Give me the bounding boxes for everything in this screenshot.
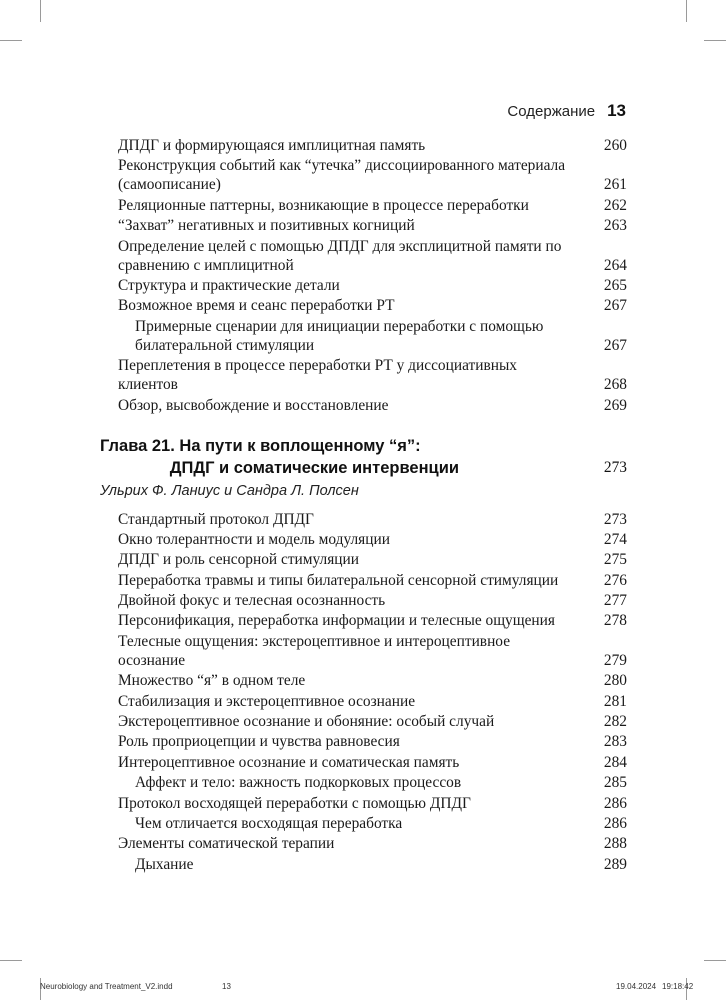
- crop-mark: [0, 960, 22, 961]
- toc-entry-page: 275: [603, 551, 627, 569]
- toc-list: [100, 136, 627, 415]
- toc-entry: [118, 692, 627, 711]
- toc-entry-title: Чем отличается восходящая переработка: [135, 814, 403, 832]
- toc-entry: [118, 156, 627, 194]
- toc-entry-title: Экстероцептивное осознание и обоняние: особый случай: [118, 713, 495, 731]
- toc-entry-title: Определение целей с помощью ДПДГ для эксплицитной памяти по сравнению с имплицитной: [118, 237, 562, 274]
- toc-entry: [118, 216, 627, 235]
- toc-entry-title: Переработка травмы и типы билатеральной сенсорной стимуляции: [118, 571, 559, 589]
- toc-entry: [118, 671, 627, 690]
- table-of-contents: [100, 136, 627, 875]
- crop-mark: [704, 960, 726, 961]
- toc-entry-page: 280: [603, 672, 627, 690]
- toc-entry: [118, 196, 627, 215]
- toc-entry-title: Структура и практические детали: [118, 276, 340, 294]
- toc-entry-title: Телесные ощущения: экстероцептивное и интероцептивное осознание: [118, 632, 511, 669]
- chapter-page: 273: [603, 458, 627, 476]
- toc-entry-page: 262: [603, 196, 627, 214]
- toc-entry-title: Элементы соматической терапии: [118, 835, 335, 853]
- toc-entry: [118, 591, 627, 610]
- toc-entry: [118, 530, 627, 549]
- slug-time: 19:18:42: [662, 982, 694, 991]
- toc-entry-title: Переплетения в процессе переработки РТ у диссоциативных клиентов: [118, 357, 517, 394]
- toc-entry: [118, 136, 627, 155]
- toc-entry-page: 269: [603, 396, 627, 414]
- toc-entry: [118, 356, 627, 394]
- toc-entry: [118, 611, 627, 630]
- running-title: Содержание: [507, 103, 596, 120]
- toc-entry-page: 268: [603, 376, 627, 394]
- toc-entry: [135, 814, 627, 833]
- toc-entry-page: 282: [603, 713, 627, 731]
- toc-entry-page: 274: [603, 530, 627, 548]
- toc-entry-page: 265: [603, 276, 627, 294]
- toc-entry-page: 283: [603, 733, 627, 751]
- crop-mark: [40, 0, 41, 22]
- toc-entry: [135, 317, 627, 355]
- crop-mark: [704, 40, 726, 41]
- toc-entry-page: 285: [603, 774, 627, 792]
- toc-entry-page: 263: [603, 217, 627, 235]
- toc-entry-page: 260: [603, 137, 627, 154]
- chapter-authors: Ульрих Ф. Ланиус и Сандра Л. Полсен: [100, 482, 359, 499]
- chapter-heading: [100, 435, 627, 479]
- toc-entry: [118, 296, 627, 315]
- toc-entry-title: Роль проприоцепции и чувства равновесия: [118, 733, 400, 751]
- toc-entry: [118, 550, 627, 569]
- toc-entry: [118, 276, 627, 295]
- toc-entry-page: 284: [603, 753, 627, 771]
- toc-entry-page: 286: [603, 814, 627, 832]
- toc-entry-title: Реляционные паттерны, возникающие в процессе переработки: [118, 196, 529, 214]
- toc-entry-title: Персонификация, переработка информации и телесные ощущения: [118, 612, 555, 630]
- page-number: 13: [607, 101, 626, 120]
- toc-entry-page: 286: [603, 794, 627, 812]
- toc-entry-page: 279: [603, 651, 627, 669]
- toc-entry-title: ДПДГ и роль сенсорной стимуляции: [118, 551, 360, 569]
- toc-entry-page: 277: [603, 592, 627, 610]
- toc-entry-title: Интероцептивное осознание и соматическая память: [118, 753, 460, 771]
- toc-entry-title: Двойной фокус и телесная осознанность: [118, 592, 386, 610]
- toc-entry: [118, 510, 627, 529]
- toc-entry: [118, 632, 627, 670]
- toc-entry-page: 289: [603, 855, 627, 873]
- toc-entry-title: Протокол восходящей переработки с помощью ДПДГ: [118, 794, 471, 812]
- toc-entry-page: 273: [603, 510, 627, 528]
- toc-entry-title: Стабилизация и экстероцептивное осознание: [118, 692, 416, 710]
- print-slug: [40, 982, 694, 996]
- toc-entry-title: Обзор, высвобождение и восстановление: [118, 396, 389, 414]
- toc-entry-page: 278: [603, 612, 627, 630]
- toc-entry: [118, 712, 627, 731]
- toc-entry: [118, 753, 627, 772]
- toc-list: [100, 510, 627, 874]
- toc-entry-title: Возможное время и сеанс переработки РТ: [118, 297, 395, 315]
- toc-entry-title: Стандартный протокол ДПДГ: [118, 510, 314, 528]
- toc-entry-page: 281: [603, 692, 627, 710]
- toc-entry-page: 267: [603, 336, 627, 354]
- toc-entry-title: Дыхание: [135, 855, 194, 873]
- crop-mark: [686, 0, 687, 22]
- toc-entry-page: 267: [603, 297, 627, 315]
- toc-entry: [118, 794, 627, 813]
- toc-entry-title: ДПДГ и формирующаяся имплицитная память: [118, 137, 426, 154]
- toc-entry-title: “Захват” негативных и позитивных когниций: [118, 217, 415, 235]
- toc-entry-title: Аффект и тело: важность подкорковых процессов: [135, 774, 462, 792]
- chapter-title-line1: Глава 21. На пути к воплощенному “я”:: [100, 436, 421, 455]
- toc-entry: [118, 571, 627, 590]
- toc-entry: [118, 237, 627, 275]
- toc-entry-page: 276: [603, 571, 627, 589]
- running-header: [507, 101, 626, 121]
- toc-entry-page: 264: [603, 256, 627, 274]
- toc-entry-page: 261: [603, 176, 627, 194]
- slug-page: 13: [222, 982, 231, 991]
- crop-mark: [0, 40, 22, 41]
- toc-entry: [135, 773, 627, 792]
- toc-entry-title: Реконструкция событий как “утечка” диссоциированного материала (самоописание): [118, 157, 566, 194]
- toc-entry: [118, 834, 627, 853]
- toc-entry-title: Множество “я” в одном теле: [118, 672, 306, 690]
- toc-entry-title: Окно толерантности и модель модуляции: [118, 530, 390, 548]
- slug-file-name: Neurobiology and Treatment_V2.indd: [40, 982, 173, 991]
- toc-entry: [118, 732, 627, 751]
- toc-entry: [135, 855, 627, 874]
- toc-entry-page: 288: [603, 835, 627, 853]
- slug-date: 19.04.2024: [616, 982, 657, 991]
- chapter-title-line2: ДПДГ и соматические интервенции: [169, 458, 459, 477]
- toc-entry: [118, 396, 627, 415]
- toc-entry-title: Примерные сценарии для инициации переработки с помощью билатеральной стимуляции: [135, 317, 544, 354]
